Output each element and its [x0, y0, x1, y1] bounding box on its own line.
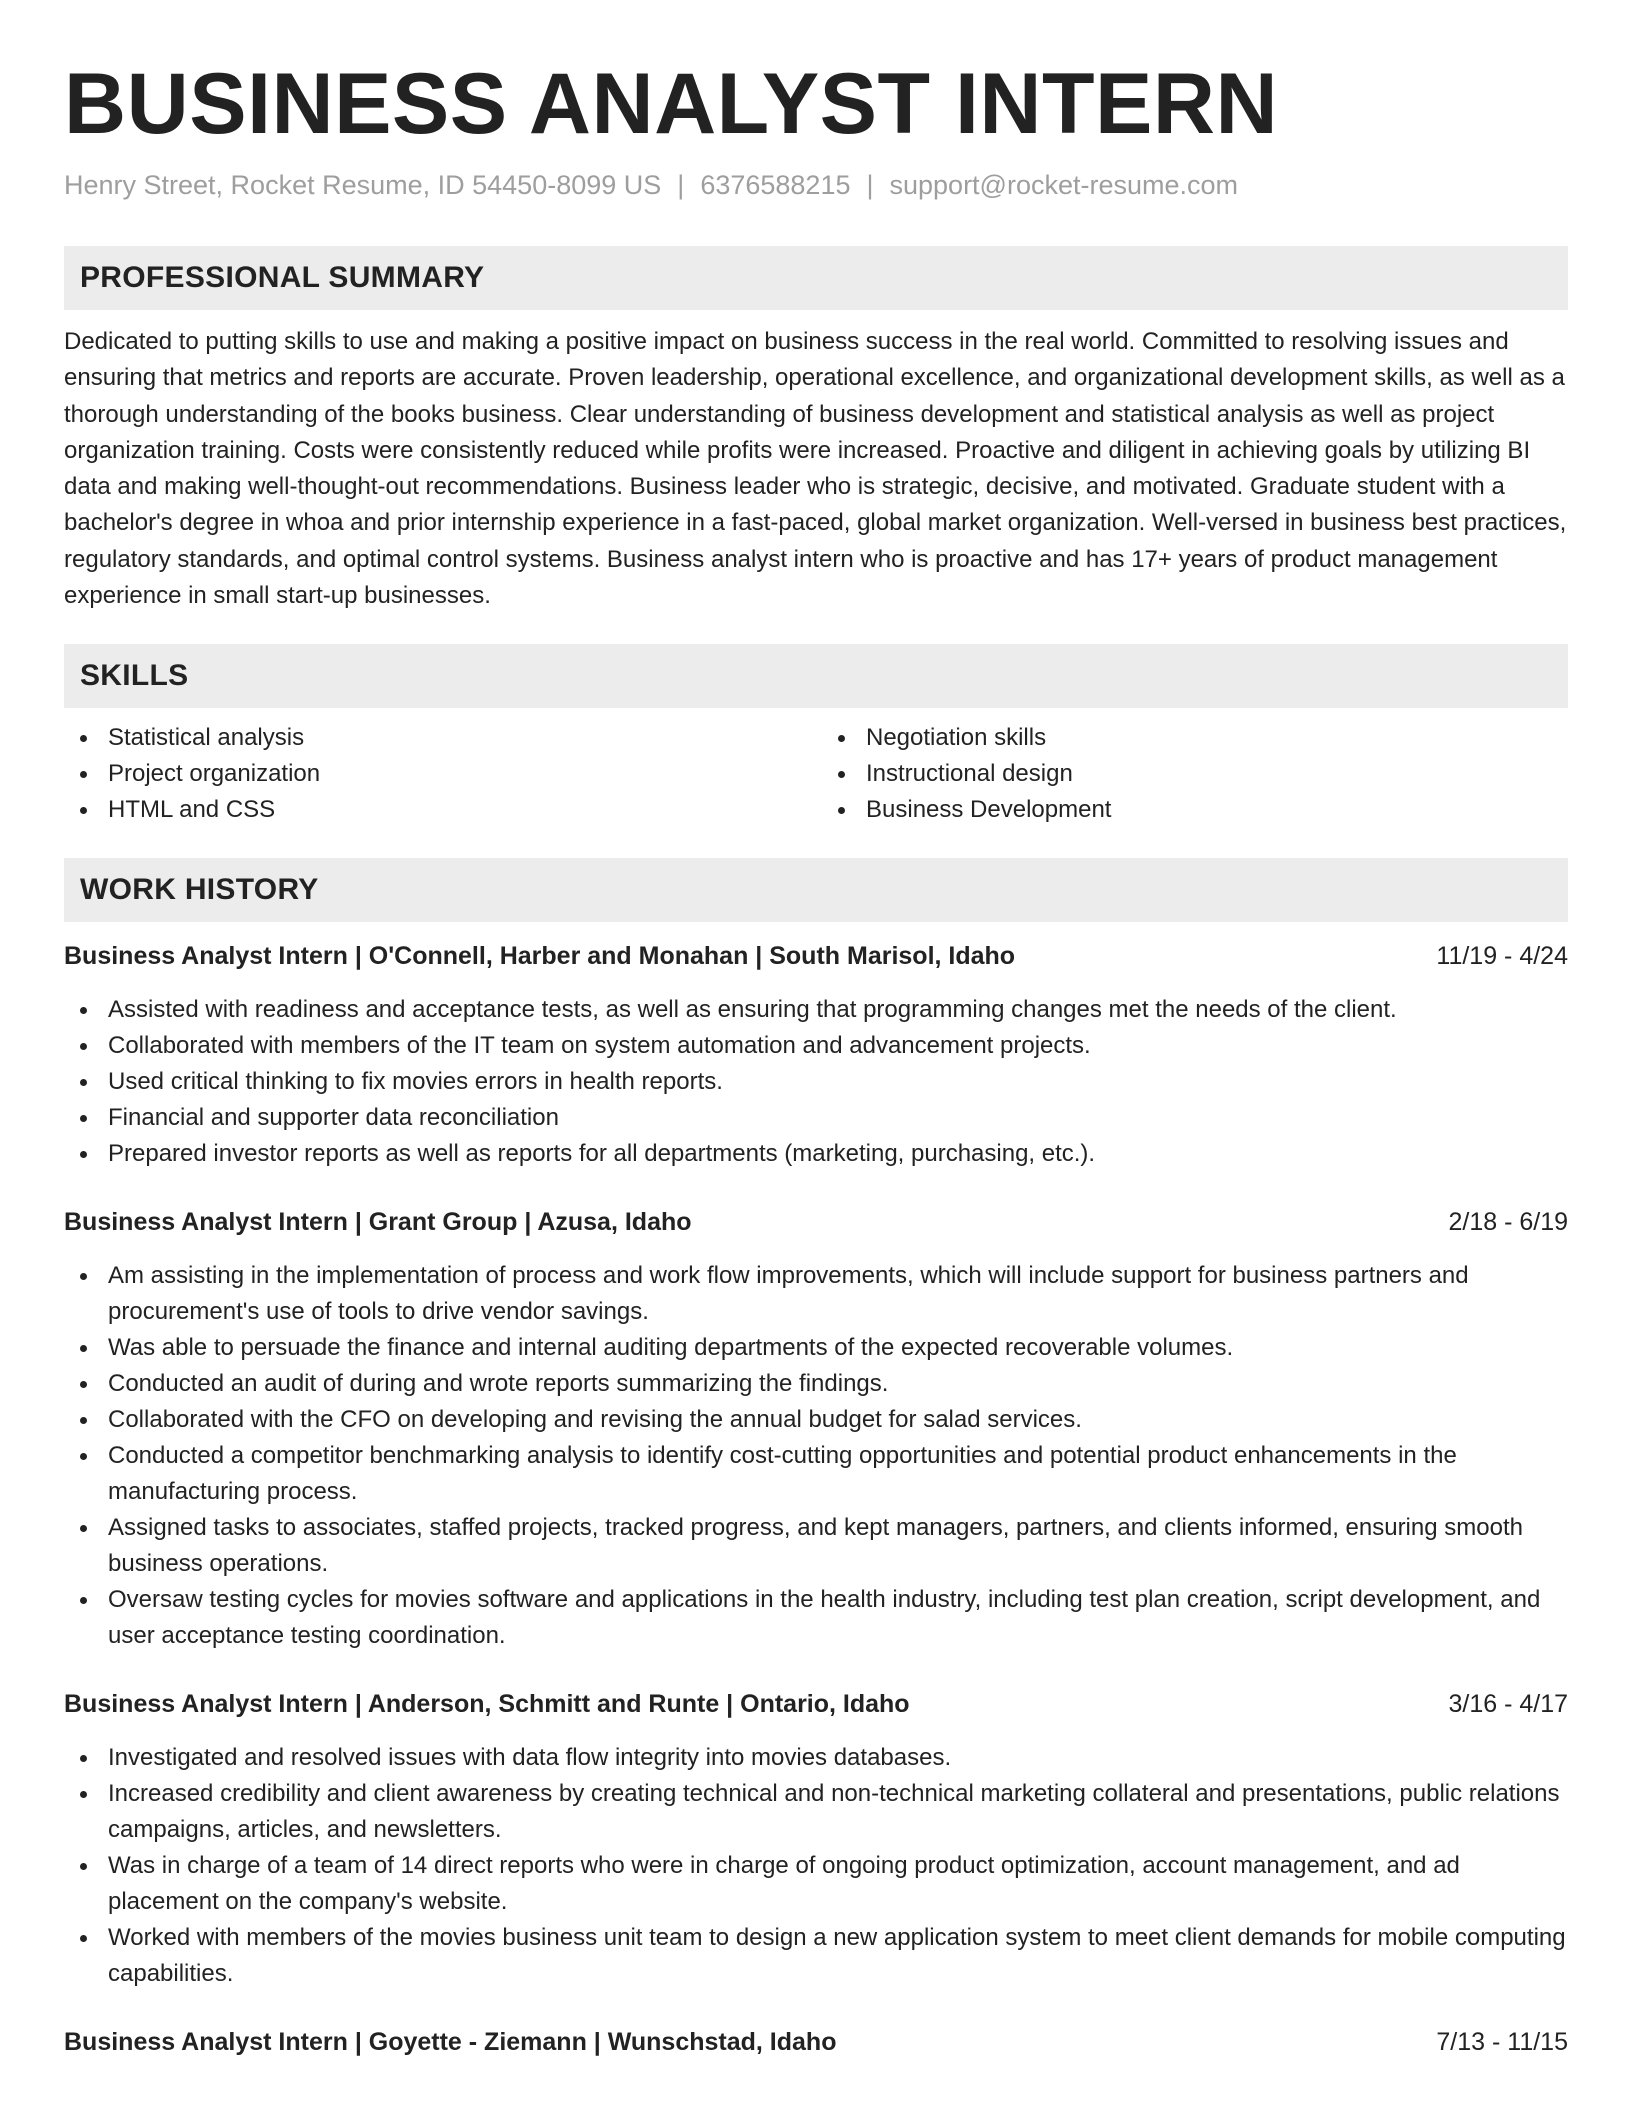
job-bullet: Collaborated with the CFO on developing and revising the annual budget for salad services. [64, 1402, 1568, 1438]
job-bullets [64, 992, 1568, 1172]
job-header [64, 2024, 1568, 2060]
skills-left-list [64, 720, 805, 828]
job-bullets [64, 1258, 1568, 1654]
summary-heading: PROFESSIONAL SUMMARY [80, 261, 485, 294]
contact-email: support@rocket-resume.com [889, 170, 1239, 200]
skill-item: HTML and CSS [64, 792, 805, 828]
job-title: Business Analyst Intern | O'Connell, Harber and Monahan | South Marisol, Idaho [64, 942, 1016, 971]
job-header [64, 1204, 1568, 1240]
job-bullet: Financial and supporter data reconciliation [64, 1100, 1568, 1136]
skills-right-list [822, 720, 1563, 828]
job-bullet: Am assisting in the implementation of process and work flow improvements, which will include support for business partners and procurement's use of tools to drive vendor savings. [64, 1258, 1568, 1330]
skills-heading-bar [64, 644, 1568, 708]
summary-section [64, 246, 1568, 614]
job-dates: 11/19 - 4/24 [1436, 942, 1568, 971]
job-header [64, 938, 1568, 974]
job-dates: 3/16 - 4/17 [1448, 1690, 1568, 1719]
contact-line [64, 168, 1568, 202]
summary-heading-bar [64, 246, 1568, 310]
job-bullet: Worked with members of the movies business unit team to design a new application system to meet client demands for mobile computing capabilities. [64, 1920, 1568, 1992]
job-title: Business Analyst Intern | Grant Group | Azusa, Idaho [64, 1208, 692, 1237]
summary-text: Dedicated to putting skills to use and making a positive impact on business success in the real world. Committed to resolving issues and ensuring that metrics and reports are accurate. Proven leadership, operational excellence, and organizational development skills, as well as a thorough understanding of the books business. Clear understanding of business development and statistical analysis as well as project organization training. Costs were consistently reduced while profits were increased. Proactive and diligent in achieving goals by utilizing BI data and making well-thought-out recommendations. Business leader who is strategic, decisive, and motivated. Graduate student with a bachelor's degree in whoa and prior internship experience in a fast-paced, global market organization. Well-versed in business best practices, regulatory standards, and optimal control systems. Business analyst intern who is proactive and has 17+ years of product management experience in small start-up businesses. [64, 328, 1567, 610]
job-bullet: Increased credibility and client awareness by creating technical and non-technical marketing collateral and presentations, public relations campaigns, articles, and newsletters. [64, 1776, 1568, 1848]
contact-address: Henry Street, Rocket Resume, ID 54450-8099 US [64, 170, 662, 200]
skill-item: Business Development [822, 792, 1563, 828]
job-bullet: Assigned tasks to associates, staffed projects, tracked progress, and kept managers, partners, and clients informed, ensuring smooth business operations. [64, 1510, 1568, 1582]
skills-heading: SKILLS [80, 659, 189, 693]
work-history-section [64, 858, 1568, 2060]
resume-name: BUSINESS ANALYST INTERN [64, 56, 1279, 152]
job-bullet: Prepared investor reports as well as reports for all departments (marketing, purchasing, etc.). [64, 1136, 1568, 1172]
skill-item: Statistical analysis [64, 720, 805, 756]
skills-section [64, 644, 1568, 828]
job-entry [64, 2024, 1568, 2060]
work-heading: WORK HISTORY [80, 873, 319, 907]
skills-grid [64, 720, 1568, 828]
job-bullet: Collaborated with members of the IT team on system automation and advancement projects. [64, 1028, 1568, 1064]
job-bullet: Conducted a competitor benchmarking analysis to identify cost-cutting opportunities and potential product enhancements in the manufacturing process. [64, 1438, 1568, 1510]
job-bullet: Used critical thinking to fix movies errors in health reports. [64, 1064, 1568, 1100]
job-bullet: Was able to persuade the finance and internal auditing departments of the expected recoverable volumes. [64, 1330, 1568, 1366]
contact-separator: | [866, 170, 874, 200]
job-bullets [64, 1740, 1568, 1992]
job-dates: 2/18 - 6/19 [1448, 1208, 1568, 1237]
contact-phone: 6376588215 [700, 170, 851, 200]
job-entry [64, 938, 1568, 1172]
job-title: Business Analyst Intern | Goyette - Ziemann | Wunschstad, Idaho [64, 2028, 837, 2057]
job-entry [64, 1204, 1568, 1654]
contact-separator: | [677, 170, 685, 200]
job-bullet: Was in charge of a team of 14 direct reports who were in charge of ongoing product optimization, account management, and ad placement on the company's website. [64, 1848, 1568, 1920]
job-bullet: Investigated and resolved issues with data flow integrity into movies databases. [64, 1740, 1568, 1776]
skill-item: Instructional design [822, 756, 1563, 792]
job-title: Business Analyst Intern | Anderson, Schmitt and Runte | Ontario, Idaho [64, 1690, 910, 1719]
job-entry [64, 1686, 1568, 1992]
skill-item: Negotiation skills [822, 720, 1563, 756]
job-dates: 7/13 - 11/15 [1436, 2028, 1568, 2057]
work-heading-bar [64, 858, 1568, 922]
job-bullet: Conducted an audit of during and wrote reports summarizing the findings. [64, 1366, 1568, 1402]
job-bullet: Assisted with readiness and acceptance tests, as well as ensuring that programming changes met the needs of the client. [64, 992, 1568, 1028]
job-header [64, 1686, 1568, 1722]
skill-item: Project organization [64, 756, 805, 792]
job-bullet: Oversaw testing cycles for movies software and applications in the health industry, including test plan creation, script development, and user acceptance testing coordination. [64, 1582, 1568, 1654]
